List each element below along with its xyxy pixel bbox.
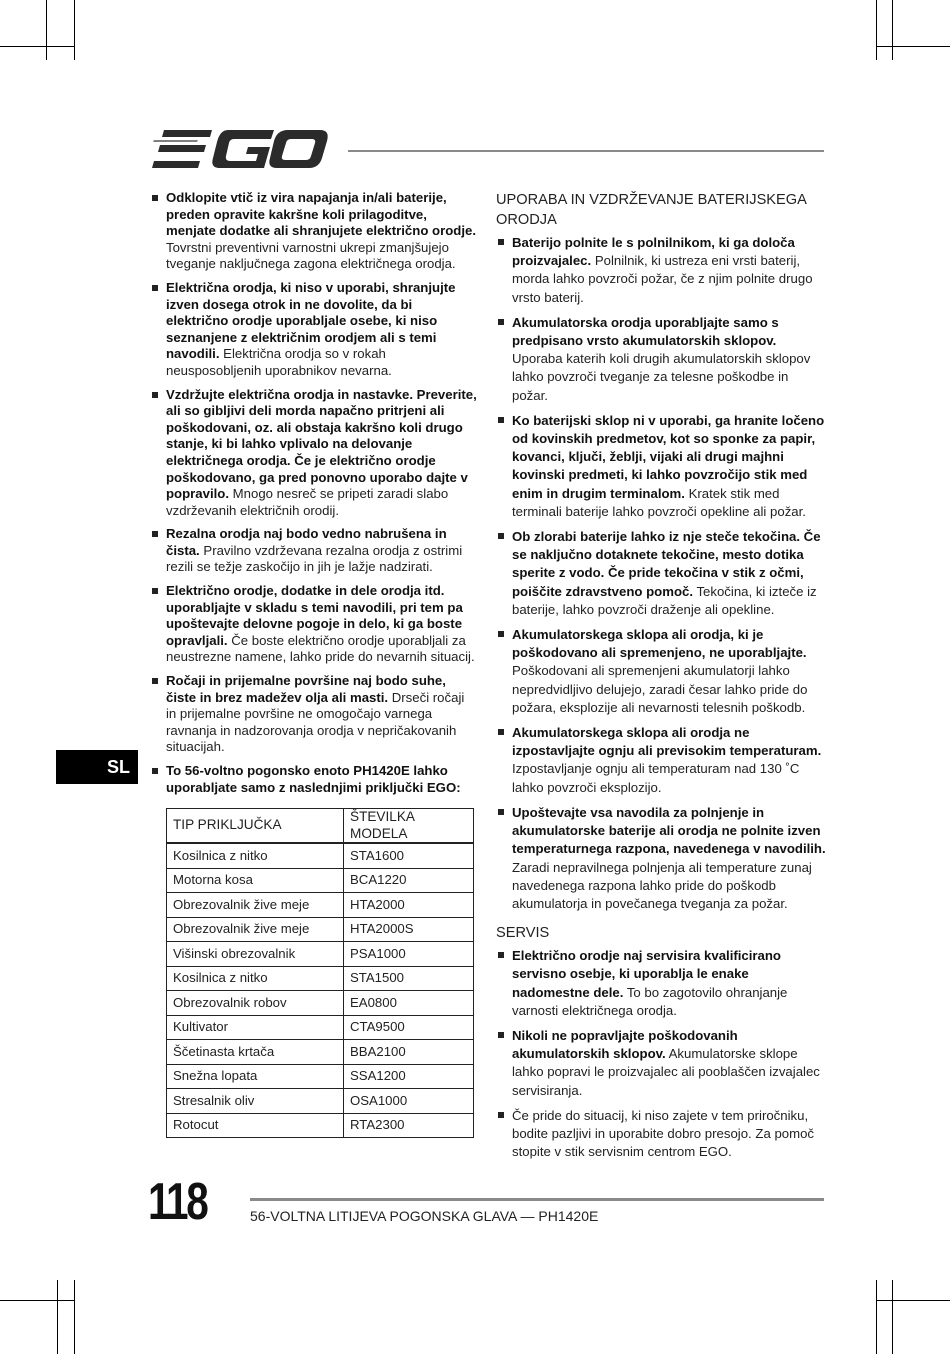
bullet-item [496,947,826,1020]
bullet-text: Poškodovani ali spremenjeni akumulatorji lahko nepredvidljivo delujejo, zaradi česar lahko pride do požara, eksplozije ali nevarnosti telesnih poškodb. [512,663,808,715]
servis-section-title: SERVIS [496,925,550,942]
bullet-item [496,1107,826,1162]
table-row [167,1089,474,1114]
crop-mark [876,1300,950,1301]
model-number-cell: OSA1000 [344,1089,474,1114]
model-number-cell: HTA2000S [344,917,474,942]
table-row [167,868,474,893]
bullet-text: To bo zagotovilo ohranjanje varnosti električnega orodja. [512,984,788,1018]
square-bullet-icon [498,319,504,325]
table-row [167,966,474,991]
bullet-item [496,804,826,913]
table-header-row [167,809,474,844]
bullet-text: Če pride do situacij, ki niso zajete v tem priročniku, bodite pazljivi in uporabite dobro presojo. Za pomoč stopite v stik servisnim centrom EGO. [512,1107,815,1160]
attachment-type-cell: Kosilnica z nitko [167,843,344,868]
square-bullet-icon [498,952,504,958]
square-bullet-icon [498,533,504,539]
bullet-text: Električna orodja so v rokah neusposobljenih uporabnikov nevarna. [166,346,392,378]
square-bullet-icon [498,239,504,245]
bullet-bold-text: Ko baterijski sklop ni v uporabi, ga hranite ločeno od kovinskih predmetov, kot so sponke za papir, kovanci, ključi, žeblji, vijaki ali drugi majhni kovinski predmeti, ki lahko povzročijo stik med enim in drugim terminalom. [512,412,825,501]
attachment-type-cell: Kultivator [167,1015,344,1040]
bullet-text: Drseči ročaji in prijemalne površine ne omogočajo varnega ravnanja in nadzorovanja orodja v nepričakovanih situacijah. [166,689,465,755]
table-row [167,942,474,967]
model-number-cell: PSA1000 [344,942,474,967]
bullet-item [150,583,478,666]
bullet-text: Uporaba katerih koli drugih akumulatorskih sklopov lahko povzroči tveganje za telesne poškodbe in požar. [512,351,811,403]
attachment-type-cell: Motorna kosa [167,868,344,893]
square-bullet-icon [152,678,158,684]
bullet-item [150,387,478,520]
header-rule [348,150,824,152]
bullet-text: Če boste električno orodje uporabljali za neustrezne namene, lahko pride do nevarnih situacij. [166,632,475,665]
attachment-type-cell: Stresalnik oliv [167,1089,344,1114]
crop-mark [74,0,75,60]
attachments-table [166,808,474,1138]
attachment-type-cell: Rotocut [167,1113,344,1138]
table-row [167,1113,474,1138]
crop-mark [57,1280,58,1354]
attachment-type-cell: Obrezovalnik žive meje [167,893,344,918]
model-number-cell: CTA9500 [344,1015,474,1040]
footer-title: 56-VOLTNA LITIJEVA POGONSKA GLAVA — PH1420E [250,1208,599,1224]
bullet-text: Izpostavljanje ognju ali temperaturam nad 130 ˚C lahko povzroči eksplozijo. [512,761,800,795]
model-number-cell: HTA2000 [344,893,474,918]
bullet-bold-text: Akumulatorskega sklopa ali orodja ne izpostavljajte ognju ali previsokim temperaturam. [512,725,822,759]
bullet-bold-text: Upoštevajte vsa navodila za polnjenje in akumulatorske baterije ali orodja ne polnite izven temperaturnega razpona, navedenega v navodilih. [512,804,826,857]
bullet-text: Akumulatorske sklope lahko popravi le proizvajalec ali pooblaščen izvajalec servisiranja. [512,1046,820,1098]
table-row [167,843,474,868]
square-bullet-icon [152,392,158,398]
crop-mark [892,1280,893,1354]
model-number-cell: BBA2100 [344,1040,474,1065]
table-row [167,991,474,1016]
square-bullet-icon [498,417,504,423]
bullet-item [496,314,826,405]
attachment-type-cell: Snežna lopata [167,1064,344,1089]
crop-mark [876,0,877,60]
bullet-bold-text: Ob zlorabi baterije lahko iz nje steče tekočina. Če se naključno dotaknete tekočine, mesto dotika sperite z vodo. Če pride tekočina v stik z očmi, poiščite zdravstveno pomoč. [512,529,821,599]
attachment-type-cell: Ščetinasta krtača [167,1040,344,1065]
bullet-bold-text: Rezalna orodja naj bodo vedno nabrušena in čista. [166,526,447,558]
bullet-bold-text: Ročaji in prijemalne površine naj bodo suhe, čiste in brez madežev olja ali masti. [166,673,446,705]
square-bullet-icon [152,588,158,594]
bullet-bold-text: Nikoli ne popravljajte poškodovanih akumulatorskih sklopov. [512,1027,738,1062]
bullet-text: Polnilnik, ki ustreza eni vrsti baterij, morda lahko povzroči požar, če z njim polnite drugo vrsto baterij. [512,253,813,305]
bullet-item [150,673,478,756]
crop-mark [0,46,74,47]
square-bullet-icon [498,1112,504,1118]
table-row [167,893,474,918]
crop-mark [892,0,893,60]
bullet-bold-text: Odklopite vtič iz vira napajanja in/ali baterije, preden opravite kakršne koli prilagoditve, menjate dodatke ali shranjujete električno orodje. [166,190,476,239]
model-number-cell: EA0800 [344,991,474,1016]
table-row [167,1064,474,1089]
bullet-item [496,724,826,797]
table-row [167,917,474,942]
bullet-bold-text: Akumulatorska orodja uporabljajte samo s predpisano vrsto akumulatorskih sklopov. [512,314,779,349]
square-bullet-icon [498,809,504,815]
bullet-item [496,234,826,307]
model-number-cell: RTA2300 [344,1113,474,1138]
crop-mark [46,0,47,60]
model-number-cell: STA1500 [344,966,474,991]
table-header-model: ŠTEVILKA MODELA [344,809,474,844]
model-number-cell: STA1600 [344,843,474,868]
crop-mark [0,1300,74,1301]
bullet-bold-text: Električno orodje naj servisira kvalificirano servisno osebje, ki uporablja le enake nadomestne dele. [512,948,781,1000]
right-column [496,190,826,1168]
bullet-text: Tovrstni preventivni varnostni ukrepi zmanjšujejo tveganje nakljuc̆nega zagona električnega orodja. [166,239,456,272]
left-column [150,190,478,1138]
bullet-item [496,626,826,717]
crop-mark [74,1280,75,1354]
bullet-item [150,763,478,796]
ego-logo [150,128,330,172]
bullet-text: Kratek stik med terminali baterije lahko povzroči opekline ali požar. [512,485,806,519]
table-header-type: TIP PRIKLJUČKA [167,809,344,844]
footer-rule [250,1198,824,1201]
model-number-cell: BCA1220 [344,868,474,893]
battery-section-title: UPORABA IN VZDRŽEVANJE BATERIJSKEGA ORODJA [496,192,807,228]
bullet-text: Pravilno vzdrževana rezalna orodja z ostrimi rezili se težje zaskočijo in jih je lažje nadzirati. [166,542,463,575]
bullet-item [496,1027,826,1100]
language-tab: SL [56,750,138,784]
attachment-type-cell: Obrezovalnik robov [167,991,344,1016]
bullet-text: Mnogo nesreč se pripeti zaradi slabo vzdrževanih električnih orodij. [166,486,449,518]
square-bullet-icon [498,1032,504,1038]
bullet-bold-text: To 56-voltno pogonsko enoto PH1420E lahko uporabljate samo z naslednjimi priključki EGO: [166,763,461,795]
bullet-text: Zaradi nepravilnega polnjenja ali temperature zunaj navedenega razpona lahko pride do poškodb akumulatorja in povečanega tveganja za požar. [512,859,812,911]
table-row [167,1040,474,1065]
bullet-item [150,190,478,273]
table-row [167,1015,474,1040]
bullet-bold-text: Akumulatorskega sklopa ali orodja, ki je poškodovano ali spremenjeno, ne uporabljajte. [512,627,807,661]
square-bullet-icon [152,768,158,774]
bullet-bold-text: Baterijo polnite le s polnilnikom, ki ga določa proizvajalec. [512,235,795,269]
crop-mark [876,46,950,47]
square-bullet-icon [152,285,158,291]
square-bullet-icon [152,195,158,201]
crop-mark [876,1280,877,1354]
bullet-bold-text: Električna orodja, ki niso v uporabi, shranjujte izven dosega otrok in ne dovolite, da bi električno orodje uporabljale osebe, ki niso seznanjene z električnim orodjem ali s temi navodili. [166,279,456,362]
bullet-bold-text: Vzdržujte električna orodja in nastavke. Preverite, ali so gibljivi deli morda napačno pritrjeni ali poškodovani, oz. ali obstaja kakršno koli drugo stanje, ki bi lahko vplivalo na delovanje električnega orodja. Če je električno orodje poškodovano, ga pred ponovno uporabo dajte v popravilo. [166,386,477,502]
attachment-type-cell: Kosilnica z nitko [167,966,344,991]
bullet-text: Tekočina, ki izteče iz baterije, lahko povzroči draženje ali opekline. [512,583,817,617]
bullet-item [496,528,826,619]
square-bullet-icon [498,729,504,735]
square-bullet-icon [152,531,158,537]
square-bullet-icon [498,631,504,637]
bullet-item [150,280,478,380]
attachment-type-cell: Obrezovalnik žive meje [167,917,344,942]
model-number-cell: SSA1200 [344,1064,474,1089]
bullet-item [150,526,478,576]
attachment-type-cell: Višinski obrezovalnik [167,942,344,967]
bullet-bold-text: Električno orodje, dodatke in dele orodja itd. uporabljajte v skladu s temi navodili, pri tem pa upoštevajte delovne pogoje in delo, ki ga boste opravljali. [166,583,463,648]
page-number: 118 [148,1173,207,1231]
bullet-item [496,412,826,521]
